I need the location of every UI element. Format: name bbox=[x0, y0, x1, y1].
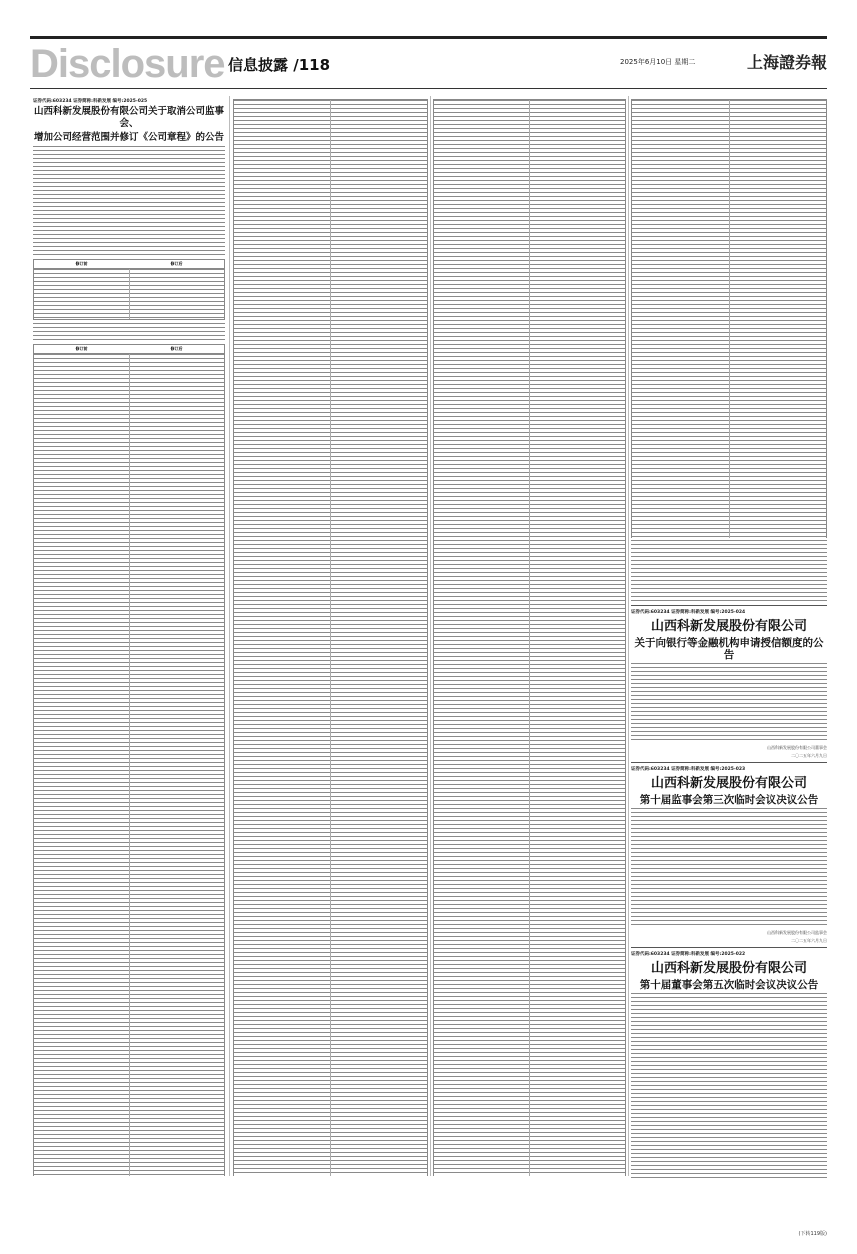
table-header-before: 修订前 bbox=[75, 261, 88, 266]
notice-meta: 证券代码:603234 证券简称:科新发展 编号:2025-023 bbox=[631, 767, 746, 772]
table-cell bbox=[632, 100, 730, 538]
column-separator bbox=[430, 96, 431, 1176]
amendment-table-continued bbox=[233, 99, 428, 1176]
notice-divider bbox=[631, 605, 827, 606]
amendment-table-continued bbox=[631, 99, 827, 538]
notice-meta: 证券代码:603234 证券简称:科新发展 编号:2025-025 bbox=[33, 99, 148, 104]
notice-board bbox=[631, 951, 827, 1180]
notice-signature: 山西科新发展股份有限公司董事会 bbox=[767, 745, 827, 750]
section-title: 信息披露 /118 bbox=[228, 56, 331, 74]
column-separator bbox=[628, 96, 629, 1176]
notice-title-line1: 山西科新发展股份有限公司关于取消公司监事会、 bbox=[33, 106, 224, 129]
notice-company: 山西科新发展股份有限公司 bbox=[650, 961, 807, 976]
notice-body-text bbox=[33, 323, 225, 341]
notice-title: 第十届监事会第三次临时会议决议公告 bbox=[639, 794, 819, 806]
notice-company: 山西科新发展股份有限公司 bbox=[650, 619, 807, 634]
table-header-before: 修订前 bbox=[75, 346, 88, 351]
amendment-table bbox=[33, 259, 225, 320]
notice-title-line2: 增加公司经营范围并修订《公司章程》的公告 bbox=[33, 132, 224, 143]
column-separator bbox=[229, 96, 230, 1176]
table-cell bbox=[331, 100, 427, 1176]
table-cell bbox=[434, 100, 530, 1176]
notice-meta: 证券代码:603234 证券简称:科新发展 编号:2025-022 bbox=[631, 952, 746, 957]
column-1 bbox=[33, 96, 225, 1176]
masthead-rule bbox=[30, 88, 827, 89]
table-header-after: 修订后 bbox=[170, 346, 183, 351]
notice-meta: 证券代码:603234 证券简称:科新发展 编号:2025-024 bbox=[631, 610, 746, 615]
amendment-table bbox=[33, 344, 225, 1176]
notice-body-text bbox=[631, 540, 827, 602]
notice-company: 山西科新发展股份有限公司 bbox=[650, 776, 807, 791]
continued-note: (下转119版) bbox=[798, 1231, 827, 1237]
notice-credit-line bbox=[631, 609, 827, 759]
notice-supervisory-board bbox=[631, 766, 827, 944]
table-cell bbox=[34, 354, 130, 1176]
table-cell bbox=[34, 269, 130, 319]
notice-body-text bbox=[631, 993, 827, 1180]
notice-date: 二〇二五年六月九日 bbox=[791, 938, 827, 943]
column-4-bottom bbox=[631, 540, 827, 1180]
notice-body-text bbox=[631, 808, 827, 928]
top-rule bbox=[30, 36, 827, 39]
notice-signature: 山西科新发展股份有限公司监事会 bbox=[767, 930, 827, 935]
section-logo: Disclosure bbox=[30, 42, 225, 86]
notice-divider bbox=[631, 947, 827, 948]
notice-date: 二〇二五年六月九日 bbox=[791, 753, 827, 758]
table-cell bbox=[130, 269, 225, 319]
table-header-after: 修订后 bbox=[170, 261, 183, 266]
column-4-top bbox=[631, 96, 827, 538]
notice-body-text bbox=[33, 146, 225, 256]
issue-date: 2025年6月10日 星期二 bbox=[620, 58, 696, 66]
masthead bbox=[30, 44, 827, 84]
column-2 bbox=[233, 96, 428, 1176]
table-cell bbox=[730, 100, 827, 538]
notice-divider bbox=[631, 762, 827, 763]
newspaper-brand: 上海證券報 bbox=[746, 53, 827, 72]
notice-title: 关于向银行等金融机构申请授信额度的公告 bbox=[634, 637, 824, 661]
table-cell bbox=[130, 354, 225, 1176]
table-cell bbox=[530, 100, 625, 1176]
amendment-table-continued bbox=[433, 99, 626, 1176]
notice-body-text bbox=[631, 663, 827, 743]
column-3 bbox=[433, 96, 626, 1176]
notice-title: 第十届董事会第五次临时会议决议公告 bbox=[639, 979, 819, 991]
table-cell bbox=[234, 100, 331, 1176]
